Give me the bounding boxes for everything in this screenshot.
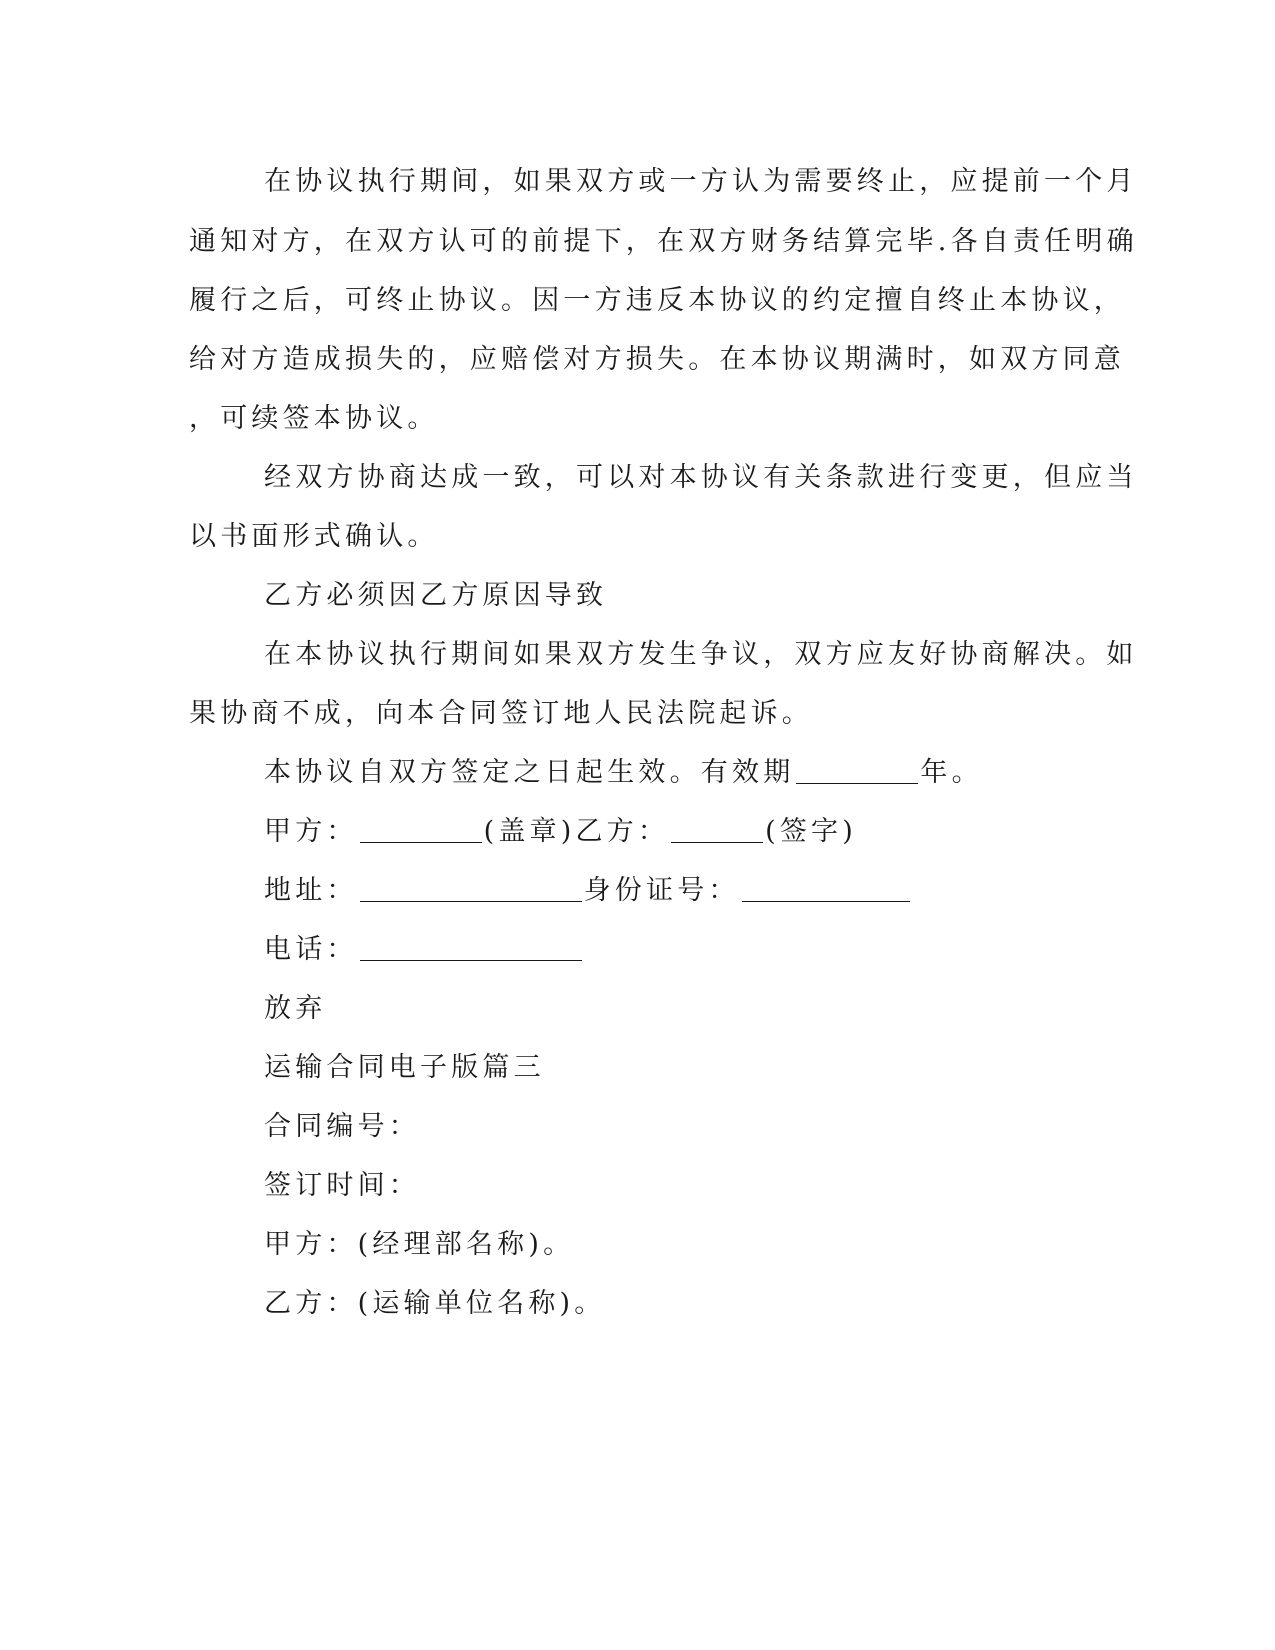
- dispute-line-1: 在本协议执行期间如果双方发生争议，双方应友好协商解决。如: [264, 639, 1138, 670]
- party-a-label: 甲方：: [264, 816, 358, 847]
- validity-unit: 年。: [920, 757, 983, 788]
- termination-line-3: 履行之后，可终止协议。因一方违反本协议的约定擅自终止本协议，: [189, 285, 1125, 316]
- termination-line-2: 通知对方，在双方认可的前提下，在双方财务结算完毕.各自责任明确: [189, 226, 1138, 257]
- party-b-blank[interactable]: [671, 818, 763, 843]
- validity-text: 本协议自双方签定之日起生效。有效期: [264, 757, 795, 788]
- seal-label: (盖章): [483, 816, 576, 847]
- party-a-name: 甲方：(经理部名称)。: [264, 1229, 575, 1260]
- contract-number-label: 合同编号：: [264, 1111, 420, 1142]
- party-a-blank[interactable]: [360, 818, 482, 843]
- amendment-line-1: 经双方协商达成一致，可以对本协议有关条款进行变更，但应当: [264, 462, 1138, 493]
- phone-line: [264, 933, 584, 967]
- party-b-label: 乙方：: [575, 816, 670, 847]
- dispute-line-2: 果协商不成，向本合同签订地人民法院起诉。: [189, 698, 813, 729]
- id-number-blank[interactable]: [742, 877, 910, 902]
- address-id-line: [264, 874, 912, 908]
- termination-line-1: 在协议执行期间，如果双方或一方认为需要终止，应提前一个月: [264, 166, 1138, 197]
- party-b-name: 乙方：(运输单位名称)。: [264, 1288, 606, 1319]
- signing-date-label: 签订时间：: [264, 1170, 420, 1201]
- section-title: 运输合同电子版篇三: [264, 1052, 545, 1083]
- termination-line-4: 给对方造成损失的，应赔偿对方损失。在本协议期满时，如双方同意: [189, 344, 1125, 375]
- amendment-line-2: 以书面形式确认。: [189, 521, 439, 552]
- validity-line: [264, 756, 983, 790]
- party-signature-line: [264, 815, 857, 849]
- party-b-fault-line: 乙方必须因乙方原因导致: [264, 580, 608, 611]
- sign-label: (签字): [765, 816, 857, 847]
- phone-label: 电话：: [264, 934, 358, 965]
- validity-years-blank[interactable]: [796, 759, 918, 784]
- address-label: 地址：: [264, 875, 358, 906]
- waiver-text: 放弃: [264, 993, 327, 1024]
- id-label: 身份证号：: [583, 875, 740, 906]
- termination-line-5: ，可续签本协议。: [189, 403, 439, 434]
- address-blank[interactable]: [360, 877, 582, 902]
- phone-blank[interactable]: [360, 936, 582, 961]
